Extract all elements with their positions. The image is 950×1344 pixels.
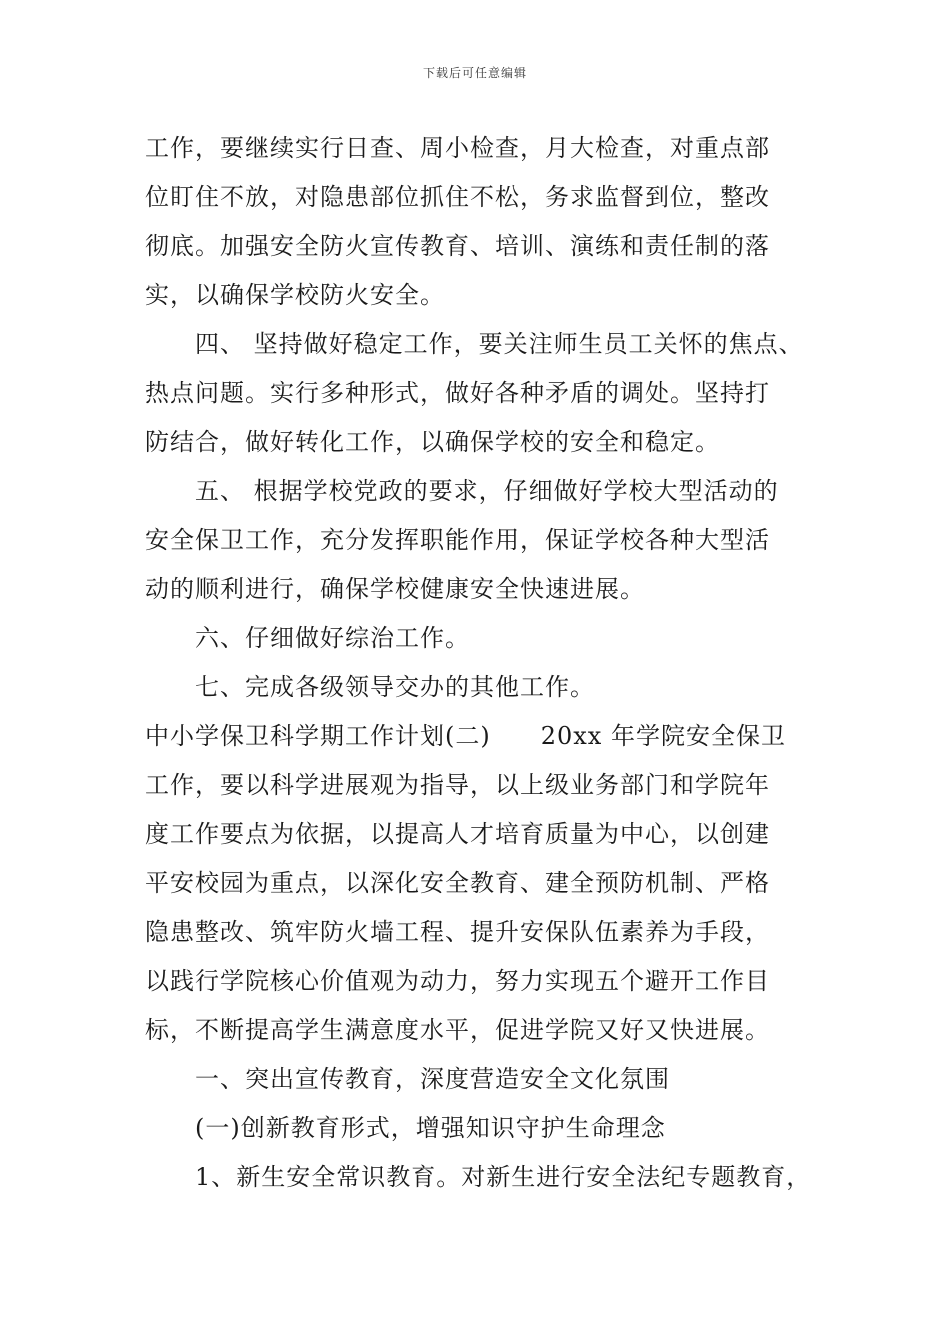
- text-line-12: 七、完成各级领导交办的其他工作。: [195, 673, 595, 701]
- page-header-note: 下载后可任意编辑: [422, 66, 527, 80]
- text-line-5: 四、 坚持做好稳定工作，要关注师生员工关怀的焦点、: [195, 330, 804, 358]
- text-line-11: 六、仔细做好综治工作。: [195, 624, 470, 652]
- text-line-19: 标，不断提高学生满意度水平，促进学院又好又快进展。: [145, 1016, 770, 1044]
- text-line-14: 工作，要以科学进展观为指导，以上级业务部门和学院年: [145, 771, 770, 799]
- text-line-2: 位盯住不放，对隐患部位抓住不松，务求监督到位，整改: [145, 183, 770, 211]
- text-line-1: 工作，要继续实行日查、周小检查，月大检查，对重点部: [145, 134, 770, 162]
- text-line-21: (一)创新教育形式，增强知识守护生命理念: [195, 1114, 666, 1142]
- text-line-17: 隐患整改、筑牢防火墙工程、提升安保队伍素养为手段，: [145, 918, 770, 946]
- text-line-18: 以践行学院核心价值观为动力，努力实现五个避开工作目: [145, 967, 770, 995]
- text-line-4: 实，以确保学校防火安全。: [145, 281, 445, 309]
- text-line-20: 一、突出宣传教育，深度营造安全文化氛围: [195, 1065, 670, 1093]
- text-line-3: 彻底。加强安全防火宣传教育、培训、演练和责任制的落: [145, 232, 770, 260]
- text-line-16: 平安校园为重点，以深化安全教育、建全预防机制、严格: [145, 869, 770, 897]
- text-line-22: 1、新生安全常识教育。对新生进行安全法纪专题教育，: [195, 1163, 812, 1191]
- text-line-10: 动的顺利进行，确保学校健康安全快速进展。: [145, 575, 645, 603]
- text-line-6: 热点问题。实行多种形式，做好各种矛盾的调处。坚持打: [145, 379, 770, 407]
- text-line-7: 防结合，做好转化工作，以确保学校的安全和稳定。: [145, 428, 720, 456]
- document-body: [145, 124, 835, 1202]
- text-line-15: 度工作要点为依据，以提高人才培育质量为中心，以创建: [145, 820, 770, 848]
- text-line-9: 安全保卫工作，充分发挥职能作用，保证学校各种大型活: [145, 526, 770, 554]
- text-line-8: 五、 根据学校党政的要求，仔细做好学校大型活动的: [195, 477, 779, 505]
- text-line-13: 中小学保卫科学期工作计划(二) 20xx 年学院安全保卫: [145, 722, 786, 750]
